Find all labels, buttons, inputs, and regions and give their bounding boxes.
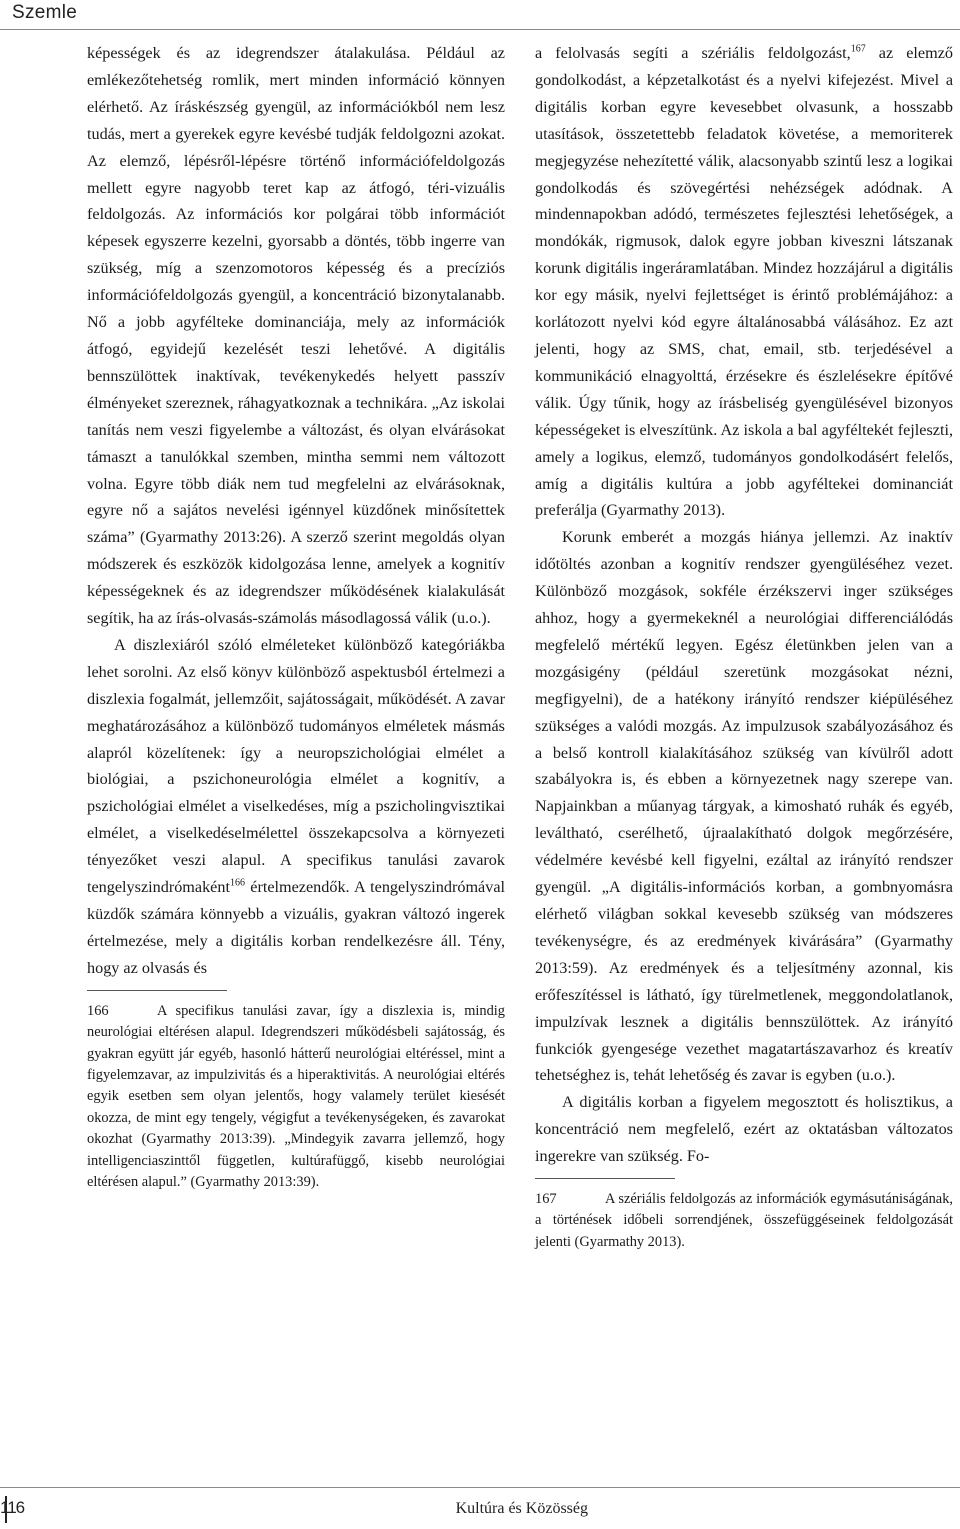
page-number: 116 [0, 1498, 25, 1517]
footnote-divider [535, 1178, 675, 1179]
footnote-divider [87, 990, 227, 991]
footnote-reference[interactable]: 167 [850, 43, 866, 55]
footnote-reference[interactable]: 166 [229, 877, 245, 889]
paragraph-text: az elemző gondolkodást, a képzetalkotást és a nyelvi kifejezést. Mivel a digitális korban egyre kevesebbet olvasunk, a hosszabb utasítások, összetettebb feladatok követése, a memoriterek megjegyzése nehezítetté válik, alacsonyabb szintű lesz a logikai gondolkodás és szövegértési nehézségek adódnak. A mindennapokban adódó, természetes fejlesztési lehetőségek, a mondókák, rigmusok, dalok egyre jobban kiveszni látszanak korunk digitális ingeráramlatában. Mindez hozzájárul a digitális kor egy másik, nyelvi fejlettséget is érintő problémájához: a korlátozott nyelvi kód egyre általánosabbá válásához. Ez azt jelenti, hogy az SMS, chat, email, stb. terjedésével a kommunikáció elnagyolttá, érzésekre és észlelésekre építővé válik. Úgy tűnik, hogy az írásbeliség gyengülésével bizonyos képességeket is elveszítünk. Az iskola a bal agyféltekét fejleszti, amely a logikus, elemző, tudományos gondolkodásért felelős, amíg a digitális kultúra a jobb agyféltekei dominanciát preferálja (Gyarmathy 2013). [535, 44, 953, 520]
body-paragraph: A digitális korban a figyelem megosztott és holisztikus, a koncentráció nem megfelelő, ezért az oktatásban változatos ingerekre van szükség. Fo- [535, 1093, 953, 1166]
body-paragraph [535, 40, 953, 524]
journal-name: Kultúra és Közösség [455, 1500, 588, 1517]
footnote-text: A specifikus tanulási zavar, így a diszlexia is, mindig neurológiai eltérésen alapul. Idegrendszeri működésbeli sajátosság, és gyakran együtt jár egyéb, hasonló hátterű neurológiai eltéréssel, mint a figyelemzavar, az impulzivitás és a hiperaktivitás. A neurológiai eltérés egyik esetben sem olyan jelentős, hogy valamely terület kiesését okozza, de mint egy tengely, végigfut a tevékenységeken, és zavarokat okozhat (Gyarmathy 2013:39). „Mindegyik zavarra jellemző, hogy intelligenciaszinttől független, kultúrafüggő, kisebb neurológiai eltérésen alapul.” (Gyarmathy 2013:39). [87, 1002, 505, 1190]
body-paragraph: képességek és az idegrendszer átalakulása. Például az emlékezőtehetség romlik, mert minden információ könnyen elérhető. Az íráskészség gyengül, az információkból nem lesz tudás, mert a gyerekek egyre kevésbé tudják feldolgozni azokat. Az elemző, lépésről-lépésre történő információfeldolgozás mellett egyre nagyobb teret kap az átfogó, téri-vizuális feldolgozás. Az információs kor polgárai több információt képesek egyszerre kezelni, gyorsabb a döntés, több ingerre van szükség, míg a szenzomotoros képesség és a precíziós információfeldolgozás gyengül, a koncentráció bizonytalanabb. Nő a jobb agyfélteke dominanciája, mely az információk átfogó, egyidejű kezelését teszi lehetővé. A digitális bennszülöttek inaktívak, tevékenykedés helyett passzív élményeket szereznek, ráhagyatkoznak a technikára. „Az iskolai tanítás nem veszi figyelembe a változást, és olyan elvárásokat támaszt a tanulókkal szemben, mintha semmi nem változott volna. Egyre több diák nem tud megfelelni az elvárásoknak, egyre nő a sajátos nevelési igénnyel küzdőnek minősítettek száma” (Gyarmathy 2013:26). A szerző szerint megoldás olyan módszerek és eszközök kidolgozása lenne, amelyek a kognitív képességeknek és az idegrendszer működésének kialakulását segítik, ha az írás-olvasás-számolás másodlagossá válik (u.o.). [87, 44, 505, 628]
section-title: Szemle [12, 2, 78, 23]
footer-divider [0, 1487, 960, 1488]
footnote-number: 167 [535, 1191, 557, 1208]
paragraph-text: A diszlexiáról szóló elméleteket különböző kategóriákba lehet sorolni. Az első könyv különböző aspektusból értelmezi a diszlexia fogalmát, jellemzőit, sajátosságait, működését. A zavar meghatározásához a különböző tudományos elméletek másmás alapról közelítenek: így a neuropszichológiai elmélet a biológiai, a pszichoneurológia elmélet a kognitív, a pszichológiai elmélet a viselkedéses, míg a pszicholingvisztikai elmélet, a viselkedéselmélettel összekapcsolva a környezeti tényezőket veszi alapul. A specifikus tanulási zavarok tengelyszindrómaként [87, 635, 505, 897]
left-column [87, 40, 505, 1193]
paragraph-text: a felolvasás segíti a szériális feldolgozást, [535, 44, 851, 62]
footnote-text: A szériális feldolgozás az információk egymásutániságának, a történések időbeli sorrendjének, összefüggéseinek feldolgozását jelenti (Gyarmathy 2013). [535, 1191, 953, 1250]
footnote [87, 1001, 505, 1194]
footnote-number: 166 [87, 1002, 109, 1019]
footnote [535, 1189, 953, 1253]
right-column [535, 40, 953, 1253]
body-paragraph: Korunk emberét a mozgás hiánya jellemzi. Az inaktív időtöltés azonban a kognitív rendszer gyengüléséhez vezet. Különböző mozgások, sokféle érzékszervi inger szükséges ahhoz, hogy a gyermekeknél a neurológiai differenciálódás megfelelő mértékű legyen. Egész életünkben jelen van a mozgásigény (például szeretünk mozgásokat nézni, megfigyelni), de a hatékony irányító rendszer kiépüléséhez szükséges a valódi mozgás. Az impulzusok szabályozásához és a belső kontroll kialakításához szükség van kívülről adott szabályokra is, és ebben a környezetnek nagy szerepe van. Napjainkban a műanyag tárgyak, a kimosható ruhák és egyéb, leváltható, cserélhető, újraalakítható dolgok megőrzésére, védelmére kevésbé kell figyelni, ezáltal az irányító rendszer gyengül. „A digitális-információs korban, a gombnyomásra elérhető világban sokkal kevesebb szükség van módszeres tevékenységre, és az eredmények kivárására” (Gyarmathy 2013:59). Az eredmények és a teljesítmény azonnal, kis erőfeszítéssel is látható, így türelmetlenek, meggondolatlanok, impulzívak lesznek a digitális bennszülöttek. Az irányító funkciók gyengesége vezethet magatartászavarhoz és kreatív tehetséghez is, tehát lehetőség és zavar is egyben (u.o.). [535, 528, 953, 1085]
body-paragraph [87, 632, 505, 982]
paragraph-text: értelmezendők. A tengelyszindrómával küzdők számára könnyebb a vizuális, gyakran változó ingerek értelmezése, mely a digitális korban rendelkezésre áll. Tény, hogy az olvasás és [87, 878, 505, 977]
running-header [0, 0, 960, 30]
